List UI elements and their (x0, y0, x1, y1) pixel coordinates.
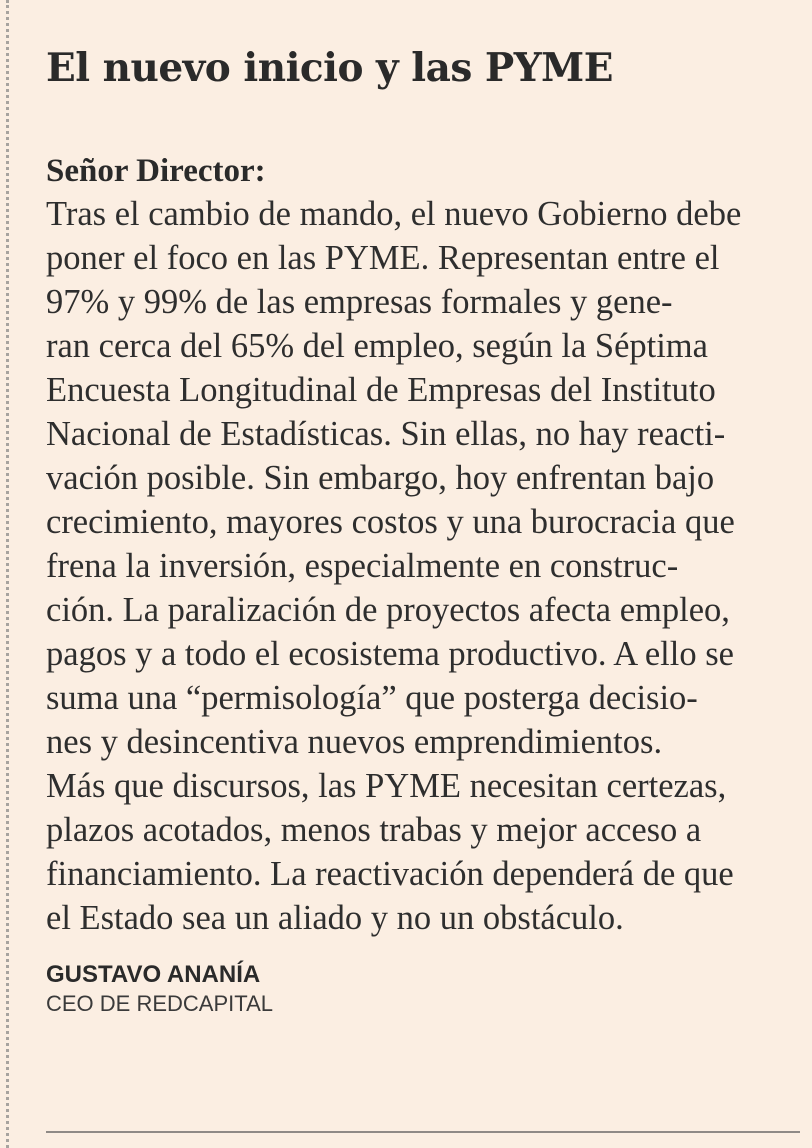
body-line: crecimiento, mayores costos y una burocracia que (46, 503, 735, 541)
body-line: ran cerca del 65% del empleo, según la Séptima (46, 327, 708, 365)
body-line: plazos acotados, menos trabas y mejor acceso a (46, 811, 702, 849)
body-line: Más que discursos, las PYME necesitan certezas, (46, 767, 727, 805)
body-line: poner el foco en las PYME. Representan entre el (46, 239, 720, 277)
bottom-divider (46, 1131, 800, 1133)
body-line: frena la inversión, especialmente en construc- (46, 547, 679, 585)
signature-block (46, 960, 800, 1018)
letter-body (46, 192, 800, 940)
body-line: pagos y a todo el ecosistema productivo. A ello se (46, 635, 734, 673)
column-divider-dotted (6, 0, 9, 1148)
author-name: GUSTAVO ANANÍA (46, 961, 261, 988)
headline: El nuevo inicio y las PYME (46, 45, 613, 91)
body-line: Tras el cambio de mando, el nuevo Gobierno debe (46, 195, 742, 233)
author-title: CEO DE REDCAPITAL (46, 991, 273, 1016)
body-line: 97% y 99% de las empresas formales y gene- (46, 283, 673, 321)
body-line: financiamiento. La reactivación dependerá de que (46, 855, 734, 893)
body-line: vación posible. Sin embargo, hoy enfrentan bajo (46, 459, 715, 497)
letter-to-editor (46, 40, 800, 1018)
body-line: Nacional de Estadísticas. Sin ellas, no hay reacti- (46, 415, 726, 453)
body-line: el Estado sea un aliado y no un obstáculo. (46, 899, 624, 937)
salutation: Señor Director: (46, 153, 266, 189)
body-line: Encuesta Longitudinal de Empresas del Instituto (46, 371, 716, 409)
body-line: ción. La paralización de proyectos afecta empleo, (46, 591, 730, 629)
body-line: nes y desincentiva nuevos emprendimientos. (46, 723, 663, 761)
body-line: suma una “permisología” que posterga decisio- (46, 679, 698, 717)
